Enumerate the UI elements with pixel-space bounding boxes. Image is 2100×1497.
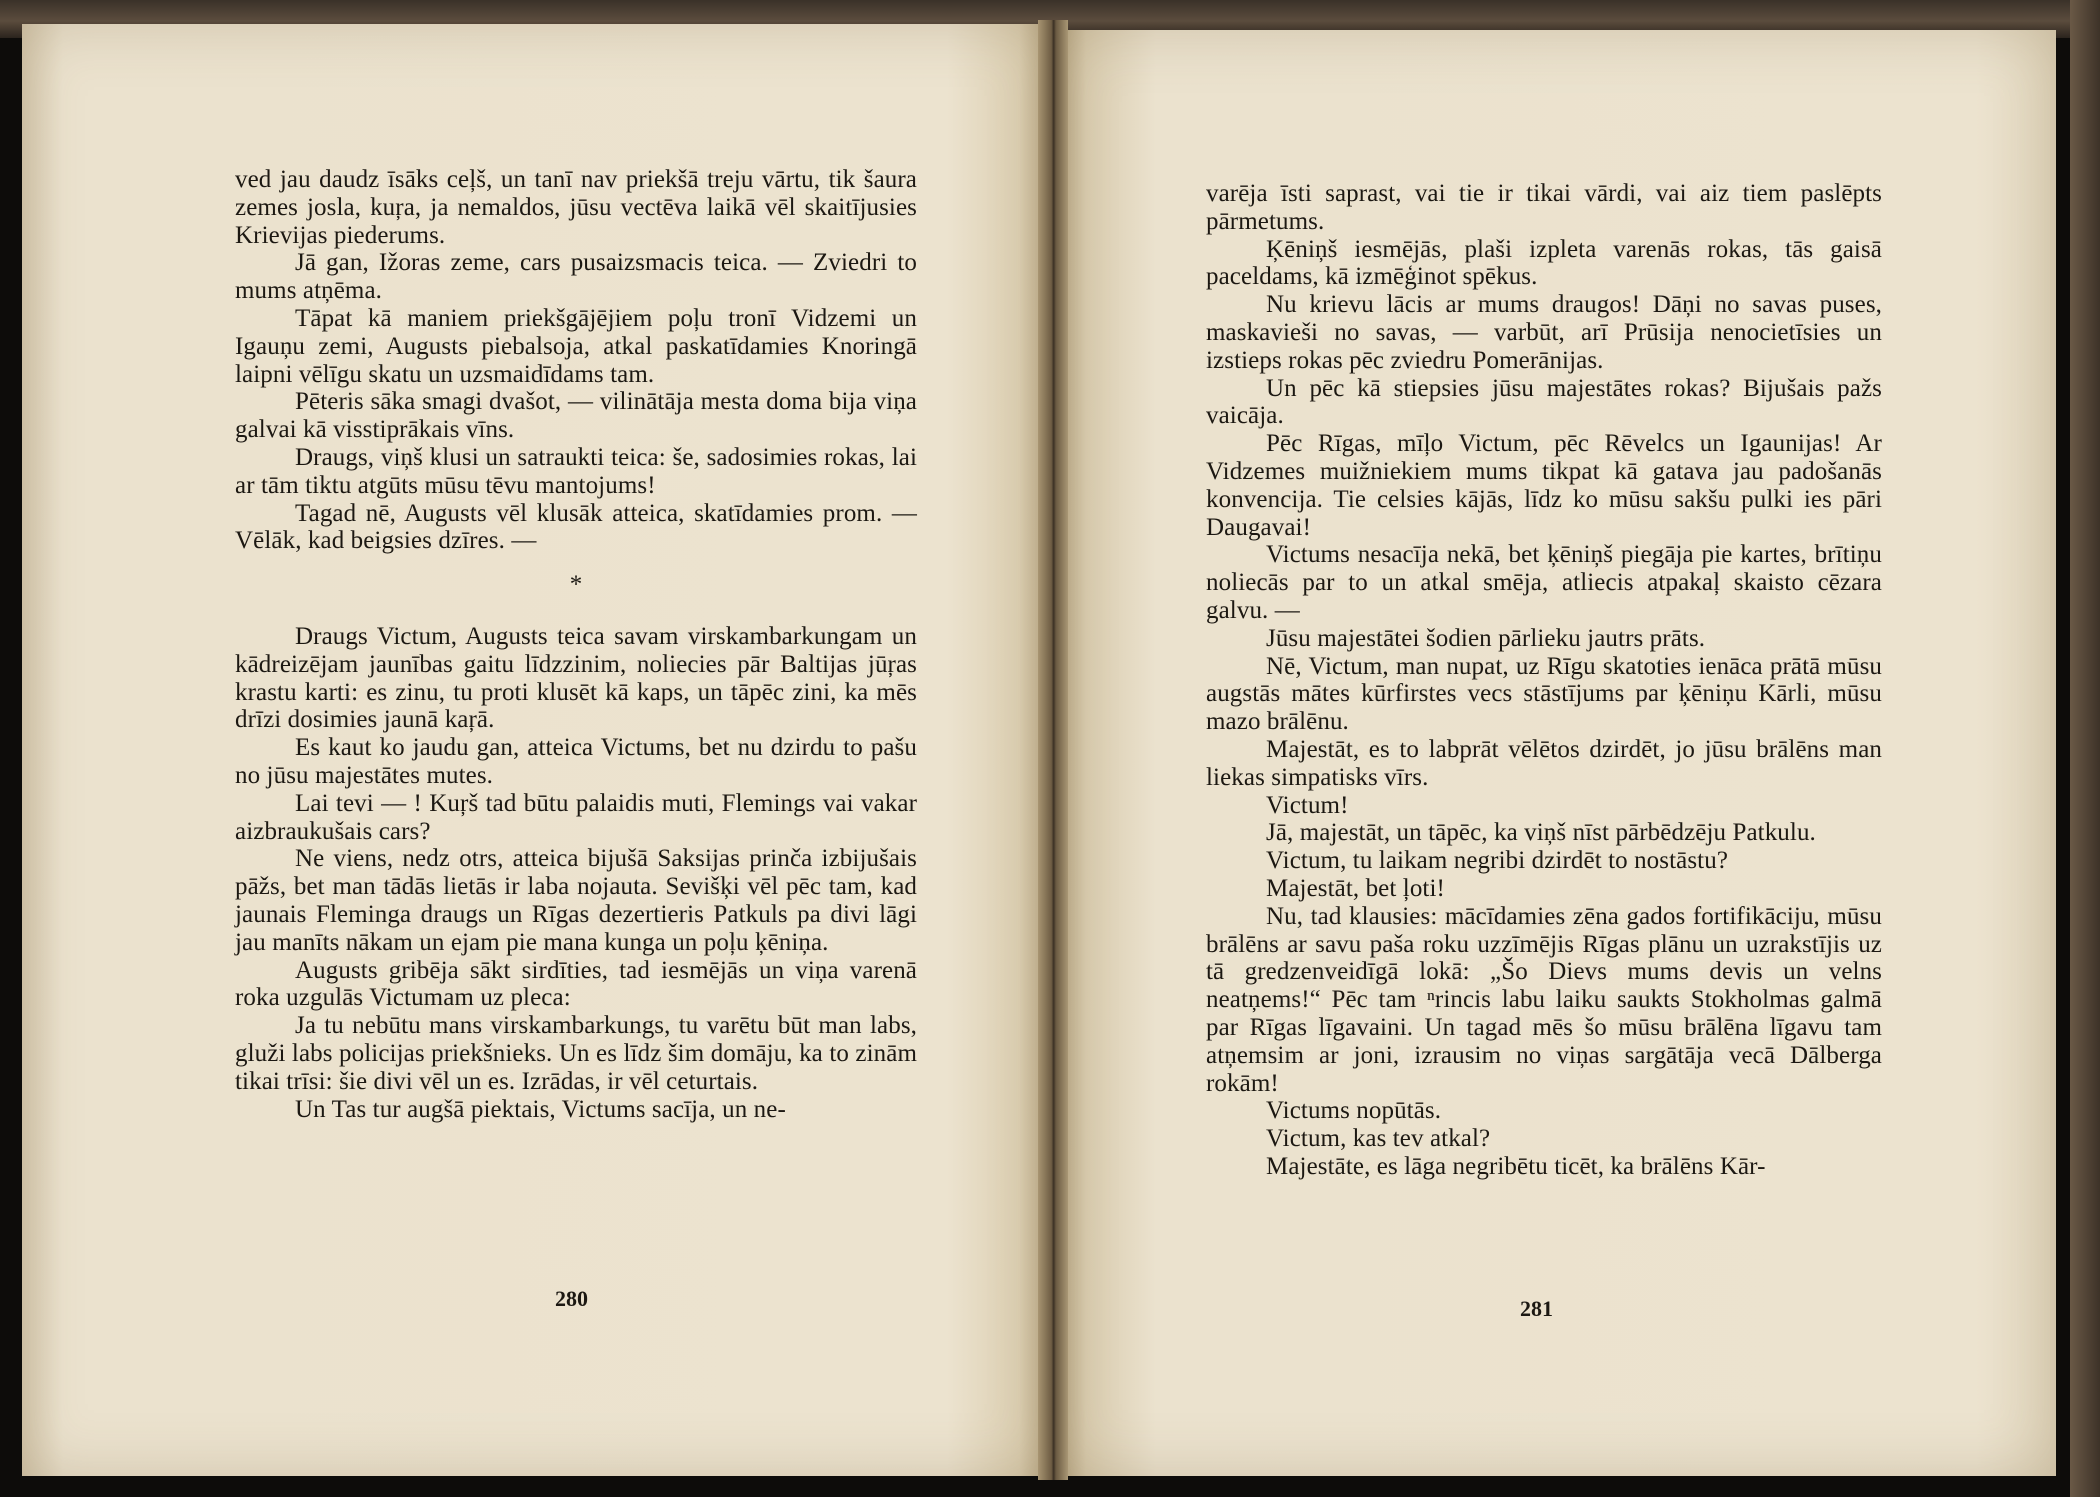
page-number-right: 281 [1520, 1296, 1553, 1321]
book-gutter [1038, 20, 1068, 1480]
paragraph: Victum! [1266, 791, 1349, 819]
paragraph: Un pēc kā stiepsies jūsu majestātes rokas? Bijušais pažs vaicāja. [1206, 374, 1882, 430]
left-page-text [235, 166, 917, 1123]
paragraph: Tāpat kā maniem priekšgājējiem poļu tronī Vidzemi un Igauņu zemi, Augusts piebalsoja, atkal paskatīdamies Knoringā laipni vēlīgu skatu un uzsmaidīdams tam. [235, 304, 917, 388]
paragraph: Tagad nē, Augusts vēl klusāk atteica, skatīdamies prom. — Vēlāk, kad beigsies dzīres. — [235, 499, 917, 555]
section-break-asterisk: * [569, 571, 583, 599]
paragraph: varēja īsti saprast, vai tie ir tikai vārdi, vai aiz tiem paslēpts pārmetums. [1206, 180, 1882, 235]
paragraph: Pēteris sāka smagi dvašot, — vilinātāja mesta doma bija viņa galvai kā visstiprākais vīns. [235, 388, 917, 444]
paragraph: Victum, tu laikam negribi dzirdēt to nostāstu? [1266, 847, 1729, 875]
paragraph: Victums nopūtās. [1266, 1097, 1442, 1125]
paragraph: Nu, tad klausies: mācīdamies zēna gados fortifikāciju, mūsu brālēns ar savu paša roku uzzīmējis Rīgas plānu un uzrakstījis uz tā gredzenveidīgā lokā: „Šo Dievs mums devis un velns neatņems!“ Pēc tam ⁿrincis labu laiku saukts Stokholmas galmā par Rīgas līgavaini. Un tagad mēs šo mūsu brālēna līgavu tam atņemsim ar joni, izrausim no viņas sargātāja vecā Dālberga rokām! [1206, 902, 1882, 1097]
paragraph: Draugs Victum, Augusts teica savam virskambarkungam un kādreizējam jaunības gaitu līdzzinim, noliecies pār Baltijas jūŗas krastu karti: es zinu, tu proti klusēt kā kaps, un tāpēc zini, ka mēs drīzi dosimies jaunā kaŗā. [235, 622, 917, 734]
paragraph: Majestāte, es lāga negribētu ticēt, ka brālēns Kār- [1266, 1152, 1766, 1180]
paragraph: Ķēniņš iesmējās, plaši izpleta varenās rokas, tās gaisā paceldams, kā izmēģinot spēkus. [1206, 235, 1882, 291]
book-cover-edge-right [2070, 0, 2100, 1497]
paragraph: Jūsu majestātei šodien pārlieku jautrs prāts. [1266, 624, 1706, 652]
paragraph: Majestāt, es to labprāt vēlētos dzirdēt, jo jūsu brālēns man liekas simpatisks vīrs. [1206, 735, 1882, 791]
paragraph: Victums nesacīja nekā, bet ķēniņš piegāja pie kartes, brītiņu noliecās par to un atkal smēja, atliecis atpakaļ skaisto cēzara galvu. — [1206, 541, 1882, 624]
paragraph: Nu krievu lācis ar mums draugos! Dāņi no savas puses, maskavieši no savas, — varbūt, arī Prūsija nenocietīsies un izstieps rokas pēc zviedru Pomerānijas. [1206, 291, 1882, 374]
paragraph: Majestāt, bet ļoti! [1266, 874, 1445, 902]
paragraph: Augusts gribēja sākt sirdīties, tad iesmējās un viņa varenā roka uzgulās Victumam uz pleca: [235, 956, 917, 1012]
paragraph: Es kaut ko jaudu gan, atteica Victums, bet nu dzirdu to pašu no jūsu majestātes mutes. [235, 734, 917, 789]
paragraph: Jā gan, Ižoras zeme, cars pusaizsmacis teica. — Zviedri to mums atņēma. [235, 249, 917, 305]
paragraph: Lai tevi — ! Kuŗš tad būtu palaidis muti, Flemings vai vakar aizbraukušais cars? [235, 789, 917, 845]
page-number-left: 280 [555, 1286, 588, 1311]
paragraph: Nē, Victum, man nupat, uz Rīgu skatoties ienāca prātā mūsu augstās mātes kūrfirstes vecs stāstījums par ķēniņu Kārli, mūsu mazo brālēnu. [1206, 652, 1882, 736]
right-page-text [1206, 180, 1882, 1181]
paragraph: Victum, kas tev atkal? [1266, 1125, 1491, 1153]
paragraph: Jā, majestāt, un tāpēc, ka viņš nīst pārbēdzēju Patkulu. [1266, 819, 1816, 847]
paragraph: Draugs, viņš klusi un satraukti teica: še, sadosimies rokas, lai ar tām tiktu atgūts mūsu tēvu mantojums! [235, 443, 917, 499]
paragraph: Ne viens, nedz otrs, atteica bijušā Saksijas prinča izbijušais pāžs, bet man tādās lietās ir laba nojauta. Sevišķi vēl pēc tam, kad jaunais Fleminga draugs un Rīgas dezertieris Patkuls pa divi lāgi jau manīts nākam un ejam pie mana kunga un poļu ķēniņa. [235, 845, 917, 956]
paragraph: Ja tu nebūtu mans virskambarkungs, tu varētu būt man labs, gluži labs policijas priekšnieks. Un es līdz šim domāju, ka to zinām tikai trīsi: šie divi vēl un es. Izrādas, ir vēl ceturtais. [235, 1012, 917, 1095]
paragraph: Un Tas tur augšā piektais, Victums sacīja, un ne- [295, 1095, 786, 1123]
paragraph: ved jau daudz īsāks ceļš, un tanī nav priekšā treju vārtu, tik šaura zemes josla, kuŗa, ja nemaldos, jūsu vectēva laikā vēl skaitījusies Krievijas piederums. [235, 166, 917, 249]
paragraph: Pēc Rīgas, mīļo Victum, pēc Rēvelcs un Igaunijas! Ar Vidzemes muižniekiem mums tikpat kā gatava jau padošanās konvencija. Tie celsies kājās, līdz ko mūsu sakšu pulki ies pāri Daugavai! [1206, 430, 1882, 541]
